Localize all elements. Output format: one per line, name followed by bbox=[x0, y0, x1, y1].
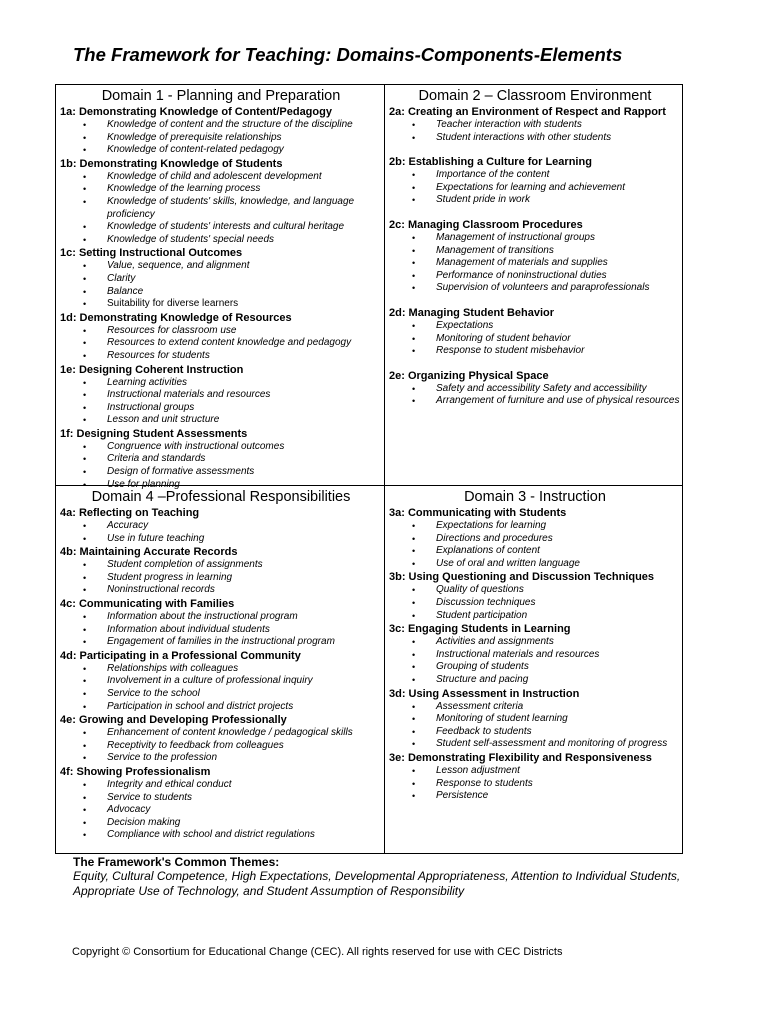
element-item: • Compliance with school and district regulations bbox=[60, 829, 382, 842]
element-item: • Lesson adjustment bbox=[389, 765, 681, 778]
element-item: • Structure and pacing bbox=[389, 674, 681, 687]
element-list bbox=[60, 559, 382, 597]
element-item: • Service to the profession bbox=[60, 752, 382, 765]
element-item: • Student pride in work bbox=[389, 194, 681, 207]
element-item: • Importance of the content bbox=[389, 169, 681, 182]
page-title: The Framework for Teaching: Domains-Components-Elements bbox=[73, 44, 623, 65]
element-item: • Design of formative assessments bbox=[60, 466, 382, 479]
element-item: • Information about the instructional program bbox=[60, 611, 382, 624]
component-heading: 4b: Maintaining Accurate Records bbox=[60, 546, 238, 559]
element-item: • Student participation bbox=[389, 610, 681, 623]
component-heading: 4c: Communicating with Families bbox=[60, 597, 235, 610]
element-list bbox=[389, 119, 681, 144]
component-heading: 2b: Establishing a Culture for Learning bbox=[389, 156, 592, 169]
element-item: • Expectations for learning and achievement bbox=[389, 182, 681, 195]
element-item: • Teacher interaction with students bbox=[389, 119, 681, 132]
element-item: • Knowledge of students' skills, knowledge, and language proficiency bbox=[60, 196, 382, 221]
element-list bbox=[389, 584, 681, 622]
element-list bbox=[60, 441, 382, 491]
element-item: • Instructional materials and resources bbox=[60, 389, 382, 402]
element-item: • Grouping of students bbox=[389, 661, 681, 674]
component-heading: 3d: Using Assessment in Instruction bbox=[389, 687, 580, 700]
component-heading: 1e: Designing Coherent Instruction bbox=[60, 363, 244, 376]
element-item: • Information about individual students bbox=[60, 624, 382, 637]
element-list bbox=[60, 171, 382, 247]
element-item: • Arrangement of furniture and use of physical resources bbox=[389, 395, 681, 408]
copyright-notice: Copyright © Consortium for Educational Change (CEC). All rights reserved for use with CEC Districts bbox=[72, 946, 563, 958]
component-heading: 1a: Demonstrating Knowledge of Content/Pedagogy bbox=[60, 106, 332, 118]
element-item: • Knowledge of content and the structure of the discipline bbox=[60, 119, 382, 132]
element-list bbox=[60, 520, 382, 545]
element-item: • Student interactions with other students bbox=[389, 132, 681, 145]
element-item: • Management of instructional groups bbox=[389, 232, 681, 245]
element-item: • Response to student misbehavior bbox=[389, 345, 681, 358]
element-item: • Knowledge of students' interests and cultural heritage bbox=[60, 221, 382, 234]
element-item: • Explanations of content bbox=[389, 545, 681, 558]
element-list bbox=[60, 611, 382, 649]
element-item: • Advocacy bbox=[60, 804, 382, 817]
element-list bbox=[60, 119, 382, 157]
element-item: • Student completion of assignments bbox=[60, 559, 382, 572]
element-list bbox=[389, 383, 681, 408]
element-item: • Suitability for diverse learners bbox=[60, 298, 382, 311]
element-item: • Relationships with colleagues bbox=[60, 663, 382, 676]
domain-4-cell bbox=[60, 488, 382, 842]
element-item: • Receptivity to feedback from colleagues bbox=[60, 740, 382, 753]
element-item: • Response to students bbox=[389, 778, 681, 791]
element-list bbox=[60, 260, 382, 310]
element-item: • Clarity bbox=[60, 273, 382, 286]
element-item: • Directions and procedures bbox=[389, 533, 681, 546]
element-list bbox=[60, 325, 382, 363]
element-item: • Enhancement of content knowledge / pedagogical skills bbox=[60, 727, 382, 740]
element-item: • Expectations bbox=[389, 320, 681, 333]
element-list bbox=[389, 636, 681, 686]
element-item: • Engagement of families in the instructional program bbox=[60, 636, 382, 649]
element-list bbox=[389, 169, 681, 207]
element-item: • Feedback to students bbox=[389, 726, 681, 739]
component-heading: 2d: Managing Student Behavior bbox=[389, 306, 555, 319]
element-item: • Use of oral and written language bbox=[389, 558, 681, 571]
domain-1-cell bbox=[60, 87, 382, 491]
element-item: • Congruence with instructional outcomes bbox=[60, 441, 382, 454]
component-heading: 2a: Creating an Environment of Respect and Rapport bbox=[389, 106, 666, 118]
component-heading: 3c: Engaging Students in Learning bbox=[389, 623, 571, 636]
element-item: • Safety and accessibility Safety and accessibility bbox=[389, 383, 681, 396]
element-item: • Quality of questions bbox=[389, 584, 681, 597]
component-heading: 2e: Organizing Physical Space bbox=[389, 369, 549, 382]
element-item: • Knowledge of prerequisite relationships bbox=[60, 132, 382, 145]
element-item: • Student progress in learning bbox=[60, 572, 382, 585]
element-list bbox=[389, 232, 681, 295]
element-item: • Management of materials and supplies bbox=[389, 257, 681, 270]
element-item: • Value, sequence, and alignment bbox=[60, 260, 382, 273]
domain-title: Domain 2 – Classroom Environment bbox=[418, 88, 652, 104]
element-item: • Service to the school bbox=[60, 688, 382, 701]
element-item: • Activities and assignments bbox=[389, 636, 681, 649]
element-item: • Participation in school and district projects bbox=[60, 701, 382, 714]
element-list bbox=[60, 663, 382, 713]
element-item: • Accuracy bbox=[60, 520, 382, 533]
element-item: • Student self-assessment and monitoring of progress bbox=[389, 738, 681, 751]
component-heading: 4a: Reflecting on Teaching bbox=[60, 507, 200, 519]
element-item: • Persistence bbox=[389, 790, 681, 803]
element-item: • Knowledge of content-related pedagogy bbox=[60, 144, 382, 157]
element-item: • Resources for classroom use bbox=[60, 325, 382, 338]
element-item: • Integrity and ethical conduct bbox=[60, 779, 382, 792]
element-item: • Criteria and standards bbox=[60, 453, 382, 466]
component-heading: 4f: Showing Professionalism bbox=[60, 765, 211, 778]
element-item: • Instructional groups bbox=[60, 402, 382, 415]
component-heading: 1d: Demonstrating Knowledge of Resources bbox=[60, 311, 292, 324]
element-list bbox=[60, 377, 382, 427]
element-item: • Knowledge of child and adolescent development bbox=[60, 171, 382, 184]
element-item: • Decision making bbox=[60, 817, 382, 830]
domain-title: Domain 3 - Instruction bbox=[464, 489, 606, 505]
element-item: • Performance of noninstructional duties bbox=[389, 270, 681, 283]
element-list bbox=[389, 520, 681, 570]
element-item: • Expectations for learning bbox=[389, 520, 681, 533]
framework-table bbox=[55, 84, 683, 854]
element-item: • Learning activities bbox=[60, 377, 382, 390]
element-item: • Noninstructional records bbox=[60, 584, 382, 597]
element-item: • Management of transitions bbox=[389, 245, 681, 258]
domain-title: Domain 4 –Professional Responsibilities bbox=[91, 489, 351, 505]
element-item: • Resources for students bbox=[60, 350, 382, 363]
component-heading: 1f: Designing Student Assessments bbox=[60, 427, 248, 440]
element-item: • Use in future teaching bbox=[60, 533, 382, 546]
element-item: • Knowledge of the learning process bbox=[60, 183, 382, 196]
element-item: • Assessment criteria bbox=[389, 701, 681, 714]
element-item: • Service to students bbox=[60, 792, 382, 805]
element-item: • Knowledge of students' special needs bbox=[60, 234, 382, 247]
component-heading: 1b: Demonstrating Knowledge of Students bbox=[60, 157, 283, 170]
component-heading: 3e: Demonstrating Flexibility and Responsiveness bbox=[389, 751, 652, 764]
domain-3-cell bbox=[389, 488, 681, 803]
common-themes-text: Equity, Cultural Competence, High Expectations, Developmental Appropriateness, Attention to Individual Students, Appropriate Use of Technology, and Student Assumption of Responsibility bbox=[73, 869, 681, 898]
element-item: • Instructional materials and resources bbox=[389, 649, 681, 662]
element-list bbox=[60, 727, 382, 765]
element-list bbox=[389, 765, 681, 803]
element-item: • Involvement in a culture of professional inquiry bbox=[60, 675, 382, 688]
element-item: • Discussion techniques bbox=[389, 597, 681, 610]
component-heading: 4d: Participating in a Professional Community bbox=[60, 649, 301, 662]
element-item: • Monitoring of student behavior bbox=[389, 333, 681, 346]
component-heading: 1c: Setting Instructional Outcomes bbox=[60, 247, 243, 260]
element-item: • Monitoring of student learning bbox=[389, 713, 681, 726]
element-item: • Use for planning bbox=[60, 479, 382, 492]
component-heading: 3b: Using Questioning and Discussion Techniques bbox=[389, 571, 655, 584]
element-item: • Lesson and unit structure bbox=[60, 414, 382, 427]
element-list bbox=[60, 779, 382, 842]
element-item: • Resources to extend content knowledge and pedagogy bbox=[60, 337, 382, 350]
element-list bbox=[389, 320, 681, 358]
component-heading: 2c: Managing Classroom Procedures bbox=[389, 218, 583, 231]
component-heading: 4e: Growing and Developing Professionally bbox=[60, 714, 287, 727]
common-themes-heading: The Framework's Common Themes: bbox=[73, 855, 280, 869]
element-list bbox=[389, 701, 681, 751]
domain-title: Domain 1 - Planning and Preparation bbox=[101, 88, 341, 104]
component-heading: 3a: Communicating with Students bbox=[389, 507, 567, 519]
domain-2-cell bbox=[389, 87, 681, 408]
column-divider bbox=[384, 85, 385, 853]
element-item: • Supervision of volunteers and paraprofessionals bbox=[389, 282, 681, 295]
element-item: • Balance bbox=[60, 286, 382, 299]
common-themes bbox=[73, 855, 713, 899]
